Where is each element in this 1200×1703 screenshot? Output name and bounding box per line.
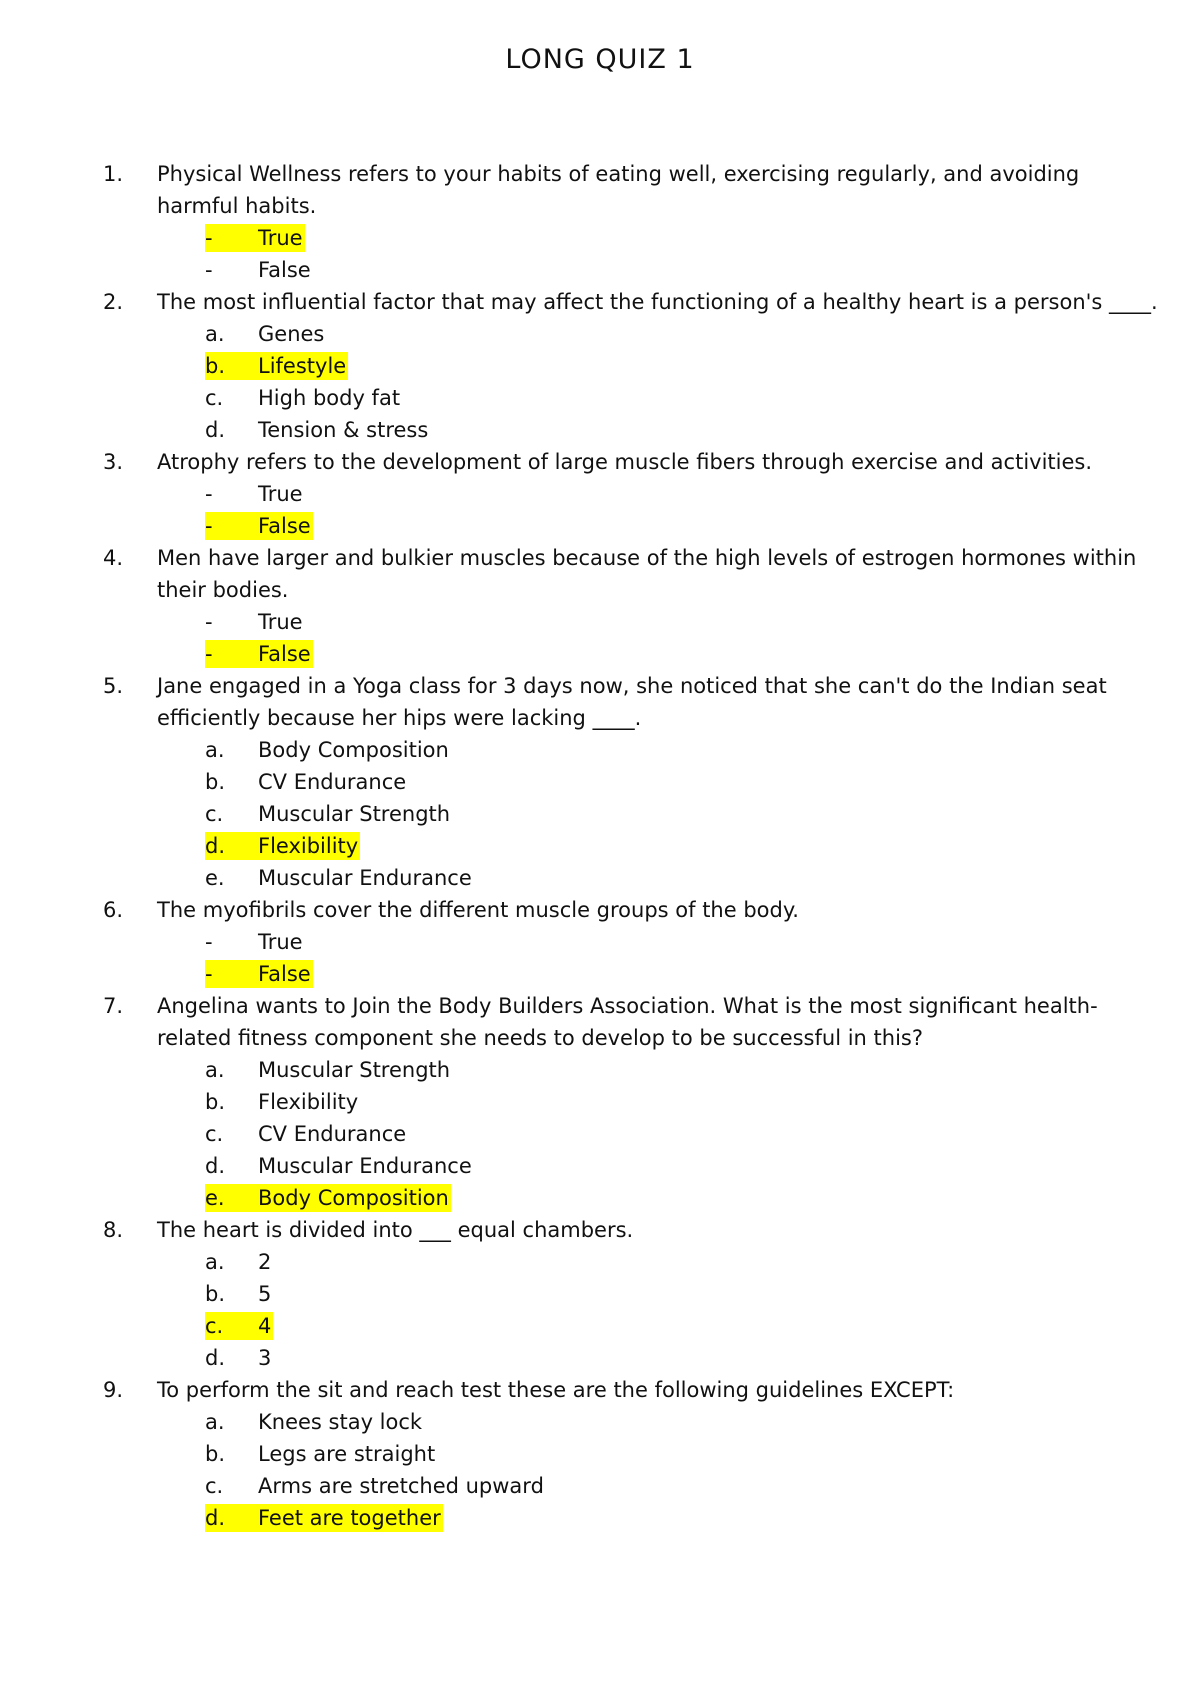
question-6: [0, 894, 1200, 990]
correct-answer-highlight: [205, 1504, 443, 1532]
option-marker: a.: [205, 1410, 225, 1434]
question-7: [0, 990, 1200, 1214]
question-number: 5.: [103, 674, 124, 698]
answer-option: [0, 862, 1200, 894]
option-text: High body fat: [258, 386, 401, 410]
option-marker: -: [205, 226, 213, 250]
question-text: The heart is divided into ___ equal chambers.: [157, 1218, 634, 1242]
option-text: True: [258, 226, 303, 250]
option-text: CV Endurance: [258, 1122, 407, 1146]
question-text: The myofibrils cover the different muscle groups of the body.: [157, 898, 799, 922]
answer-option: [0, 958, 1200, 990]
correct-answer-highlight: [205, 1312, 273, 1340]
answer-option: [0, 1470, 1200, 1502]
answer-option: [0, 478, 1200, 510]
answer-option: [0, 1150, 1200, 1182]
quiz-question-list: [0, 158, 1200, 1534]
option-marker: d.: [205, 1346, 226, 1370]
option-marker: c.: [205, 386, 224, 410]
option-text: Lifestyle: [258, 354, 347, 378]
option-text: Body Composition: [258, 738, 449, 762]
answer-option: [0, 382, 1200, 414]
answer-option-content: [205, 864, 474, 892]
option-marker: b.: [205, 354, 226, 378]
option-marker: e.: [205, 1186, 225, 1210]
option-marker: a.: [205, 1058, 225, 1082]
answer-option-content: [205, 256, 313, 284]
page-title: LONG QUIZ 1: [505, 44, 695, 75]
option-marker: b.: [205, 770, 226, 794]
answer-option: [0, 1246, 1200, 1278]
question-number: 2.: [103, 290, 124, 314]
option-text: Flexibility: [258, 834, 359, 858]
answer-options: [0, 1406, 1200, 1534]
option-text: CV Endurance: [258, 770, 407, 794]
answer-options: [0, 926, 1200, 990]
answer-option-content: [205, 480, 305, 508]
option-text: True: [258, 930, 303, 954]
option-text: Knees stay lock: [258, 1410, 423, 1434]
option-marker: b.: [205, 1442, 226, 1466]
question-text: To perform the sit and reach test these are the following guidelines EXCEPT:: [157, 1378, 955, 1402]
option-marker: b.: [205, 1090, 226, 1114]
answer-options: [0, 222, 1200, 286]
question-1: [0, 158, 1200, 286]
option-text: False: [258, 258, 311, 282]
answer-option: [0, 1054, 1200, 1086]
option-text: 3: [258, 1346, 272, 1370]
option-text: Genes: [258, 322, 325, 346]
option-text: Arms are stretched upward: [258, 1474, 544, 1498]
question-number: 1.: [103, 162, 124, 186]
option-marker: -: [205, 482, 213, 506]
answer-option: [0, 798, 1200, 830]
answer-option-content: [205, 1152, 474, 1180]
answer-option-content: [205, 736, 451, 764]
option-marker: -: [205, 930, 213, 954]
option-marker: e.: [205, 866, 225, 890]
option-text: True: [258, 610, 303, 634]
correct-answer-highlight: [205, 640, 313, 668]
option-marker: d.: [205, 418, 226, 442]
option-marker: c.: [205, 1122, 224, 1146]
answer-option: [0, 510, 1200, 542]
answer-options: [0, 478, 1200, 542]
answer-option-content: [205, 1344, 273, 1372]
option-text: 2: [258, 1250, 272, 1274]
option-marker: b.: [205, 1282, 226, 1306]
question-3: [0, 446, 1200, 542]
question-text: Men have larger and bulkier muscles because of the high levels of estrogen hormones within their bodies.: [157, 546, 1137, 602]
answer-option: [0, 766, 1200, 798]
option-text: Muscular Endurance: [258, 866, 472, 890]
answer-options: [0, 318, 1200, 446]
answer-option-content: [205, 608, 305, 636]
answer-option-content: [205, 928, 305, 956]
question-8: [0, 1214, 1200, 1374]
option-text: Muscular Strength: [258, 802, 451, 826]
correct-answer-highlight: [205, 224, 305, 252]
option-marker: -: [205, 258, 213, 282]
option-marker: c.: [205, 1314, 224, 1338]
question-text: Jane engaged in a Yoga class for 3 days now, she noticed that she can't do the Indian seat efficiently because her hips were lacking ____.: [157, 674, 1107, 730]
answer-option-content: [205, 1472, 546, 1500]
option-text: Feet are together: [258, 1506, 441, 1530]
answer-option-content: [205, 800, 452, 828]
option-marker: a.: [205, 738, 225, 762]
answer-options: [0, 606, 1200, 670]
answer-option-content: [205, 1056, 452, 1084]
answer-option: [0, 222, 1200, 254]
question-number: 7.: [103, 994, 124, 1018]
option-text: Flexibility: [258, 1090, 359, 1114]
question-number: 4.: [103, 546, 124, 570]
option-marker: c.: [205, 1474, 224, 1498]
answer-option: [0, 1182, 1200, 1214]
option-text: Legs are straight: [258, 1442, 436, 1466]
answer-option-content: [205, 1280, 273, 1308]
question-5: [0, 670, 1200, 894]
answer-option: [0, 1342, 1200, 1374]
answer-option: [0, 1406, 1200, 1438]
correct-answer-highlight: [205, 1184, 451, 1212]
answer-option: [0, 638, 1200, 670]
answer-options: [0, 734, 1200, 894]
correct-answer-highlight: [205, 960, 313, 988]
question-number: 8.: [103, 1218, 124, 1242]
option-marker: d.: [205, 834, 226, 858]
answer-option: [0, 318, 1200, 350]
answer-options: [0, 1054, 1200, 1214]
answer-option: [0, 734, 1200, 766]
option-text: True: [258, 482, 303, 506]
answer-option-content: [205, 1408, 424, 1436]
answer-option: [0, 1310, 1200, 1342]
answer-option-content: [205, 1120, 408, 1148]
option-text: False: [258, 642, 311, 666]
answer-option: [0, 414, 1200, 446]
option-marker: -: [205, 514, 213, 538]
answer-option-content: [205, 1440, 437, 1468]
option-marker: a.: [205, 322, 225, 346]
option-marker: c.: [205, 802, 224, 826]
option-marker: d.: [205, 1506, 226, 1530]
answer-option: [0, 350, 1200, 382]
answer-option: [0, 254, 1200, 286]
answer-option: [0, 1278, 1200, 1310]
answer-option: [0, 1118, 1200, 1150]
question-number: 3.: [103, 450, 124, 474]
answer-option-content: [205, 320, 326, 348]
question-number: 9.: [103, 1378, 124, 1402]
option-text: Tension & stress: [258, 418, 429, 442]
option-marker: -: [205, 610, 213, 634]
question-2: [0, 286, 1200, 446]
option-text: Body Composition: [258, 1186, 449, 1210]
option-text: Muscular Strength: [258, 1058, 451, 1082]
correct-answer-highlight: [205, 832, 360, 860]
option-marker: -: [205, 962, 213, 986]
option-marker: a.: [205, 1250, 225, 1274]
answer-options: [0, 1246, 1200, 1374]
option-text: 4: [258, 1314, 272, 1338]
answer-option-content: [205, 1248, 273, 1276]
answer-option-content: [205, 768, 408, 796]
correct-answer-highlight: [205, 352, 348, 380]
answer-option: [0, 1502, 1200, 1534]
answer-option: [0, 606, 1200, 638]
question-4: [0, 542, 1200, 670]
question-text: Angelina wants to Join the Body Builders Association. What is the most significant health-related fitness component she needs to develop to be successful in this?: [157, 994, 1098, 1050]
answer-option-content: [205, 384, 402, 412]
question-text: Physical Wellness refers to your habits of eating well, exercising regularly, and avoiding harmful habits.: [157, 162, 1080, 218]
option-text: Muscular Endurance: [258, 1154, 472, 1178]
answer-option-content: [205, 416, 430, 444]
answer-option: [0, 926, 1200, 958]
option-text: False: [258, 962, 311, 986]
answer-option: [0, 830, 1200, 862]
question-9: [0, 1374, 1200, 1534]
question-number: 6.: [103, 898, 124, 922]
option-marker: d.: [205, 1154, 226, 1178]
option-marker: -: [205, 642, 213, 666]
answer-option-content: [205, 1088, 360, 1116]
answer-option: [0, 1438, 1200, 1470]
option-text: 5: [258, 1282, 272, 1306]
question-text: The most influential factor that may affect the functioning of a healthy heart is a person's ____.: [157, 290, 1158, 314]
answer-option: [0, 1086, 1200, 1118]
question-text: Atrophy refers to the development of large muscle fibers through exercise and activities.: [157, 450, 1093, 474]
option-text: False: [258, 514, 311, 538]
correct-answer-highlight: [205, 512, 313, 540]
